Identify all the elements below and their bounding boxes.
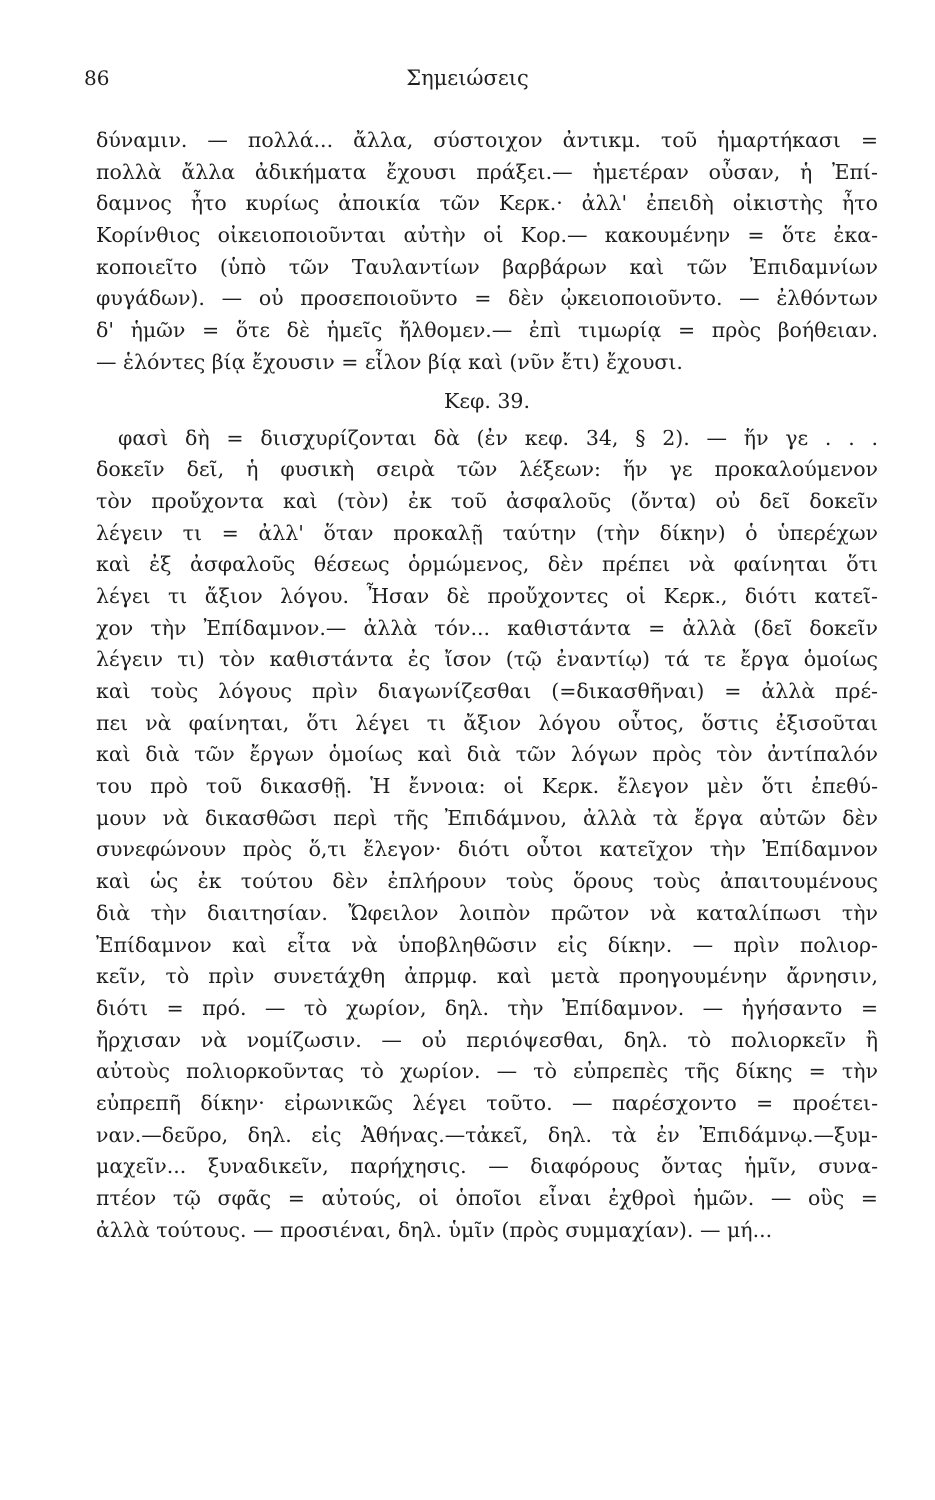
text-line: χον τὴν Ἐπίδαμνον.— ἀλλὰ τόν... καθιστάντα = ἀλλὰ (δεῖ δοκεῖν bbox=[96, 615, 878, 640]
text-line: τὸν προὔχοντα καὶ (τὸν) ἐκ τοῦ ἀσφαλοῦς (ὄντα) οὐ δεῖ δοκεῖν bbox=[96, 488, 878, 513]
text-line: — ἑλόντες βίᾳ ἔχουσιν = εἷλον βίᾳ καὶ (νῦν ἔτι) ἔχουσι. bbox=[96, 349, 683, 374]
chapter-heading: Κεφ. 39. bbox=[444, 388, 530, 413]
running-title: Σημειώσεις bbox=[406, 66, 529, 90]
text-line: κεῖν, τὸ πρὶν συνετάχθη ἀπρμφ. καὶ μετὰ προηγουμένην ἄρνησιν, bbox=[96, 964, 878, 989]
text-line: πει νὰ φαίνηται, ὅτι λέγει τι ἄξιον λόγου οὗτος, ὅστις ἐξισοῦται bbox=[96, 710, 878, 735]
text-line: διότι = πρό. — τὸ χωρίον, δηλ. τὴν Ἐπίδαμνον. — ἠγήσαντο = bbox=[96, 995, 878, 1020]
text-line: φυγάδων). — οὐ προσεποιοῦντο = δὲν ᾠκειοποιοῦντο. — ἐλθόντων bbox=[96, 286, 878, 311]
text-line: πτέον τῷ σφᾶς = αὐτούς, οἱ ὁποῖοι εἶναι ἐχθροὶ ἡμῶν. — οὓς = bbox=[96, 1186, 878, 1210]
text-line: μουν νὰ δικασθῶσι περὶ τῆς Ἐπιδάμνου, ἀλλὰ τὰ ἔργα αὐτῶν δὲν bbox=[96, 805, 878, 830]
text-line: δαμνος ἦτο κυρίως ἀποικία τῶν Κερκ.· ἀλλ' ἐπειδὴ οἰκιστὴς ἦτο bbox=[96, 191, 878, 216]
text-line: ἤρχισαν νὰ νομίζωσιν. — οὐ περιόψεσθαι, δηλ. τὸ πολιορκεῖν ἢ bbox=[96, 1027, 878, 1052]
text-line: μαχεῖν... ξυναδικεῖν, παρήχησις. — διαφόρους ὄντας ἡμῖν, συνα- bbox=[96, 1154, 878, 1179]
text-line: αὐτοὺς πολιορκοῦντας τὸ χωρίον. — τὸ εὐπρεπὲς τῆς δίκης = τὴν bbox=[96, 1059, 878, 1084]
text-line: ἀλλὰ τούτους. — προσιέναι, δηλ. ὑμῖν (πρὸς συμμαχίαν). — μή... bbox=[96, 1217, 773, 1242]
text-line: λέγειν τι) τὸν καθιστάντα ἐς ἴσον (τῷ ἐναντίῳ) τά τε ἔργα ὁμοίως bbox=[96, 647, 878, 672]
notes-section-1 bbox=[96, 125, 878, 379]
text-line: δοκεῖν δεῖ, ἡ φυσικὴ σειρὰ τῶν λέξεων: ἥν γε προκαλούμενον bbox=[96, 457, 878, 482]
text-line: δ' ἡμῶν = ὅτε δὲ ἡμεῖς ἤλθομεν.— ἐπὶ τιμωρίᾳ = πρὸς βοήθειαν. bbox=[96, 318, 878, 343]
notes-section-2 bbox=[96, 423, 878, 1247]
text-line: κοποιεῖτο (ὑπὸ τῶν Ταυλαντίων βαρβάρων καὶ τῶν Ἐπιδαμνίων bbox=[96, 254, 878, 279]
text-line: καὶ τοὺς λόγους πρὶν διαγωνίζεσθαι (=δικασθῆναι) = ἀλλὰ πρέ- bbox=[96, 679, 878, 703]
text-line: εὐπρεπῆ δίκην· εἰρωνικῶς λέγει τοῦτο. — παρέσχοντο = προέτει- bbox=[96, 1090, 878, 1115]
text-line: του πρὸ τοῦ δικασθῇ. Ἡ ἔννοια: οἱ Κερκ. ἔλεγον μὲν ὅτι ἐπεθύ- bbox=[96, 774, 878, 799]
text-line: δύναμιν. — πολλά... ἄλλα, σύστοιχον ἀντικμ. τοῦ ἡμαρτήκασι = bbox=[96, 128, 878, 152]
page-body bbox=[96, 125, 878, 1246]
text-line: καὶ ὡς ἐκ τούτου δὲν ἐπλήρουν τοὺς ὅρους τοὺς ἀπαιτουμένους bbox=[96, 869, 878, 894]
text-line: φασὶ δὴ = διισχυρίζονται δὰ (ἐν κεφ. 34, § 2). — ἥν γε . . . bbox=[118, 425, 878, 450]
page-header bbox=[84, 66, 851, 96]
text-line: διὰ τὴν διαιτησίαν. Ὤφειλον λοιπὸν πρῶτον νὰ καταλίπωσι τὴν bbox=[96, 900, 878, 925]
page-number: 86 bbox=[84, 66, 110, 90]
text-line: ναν.—δεῦρο, δηλ. εἰς Ἀθήνας.—τἀκεῖ, δηλ. τὰ ἐν Ἐπιδάμνῳ.—ξυμ- bbox=[96, 1122, 878, 1147]
text-line: πολλὰ ἄλλα ἀδικήματα ἔχουσι πράξει.— ἡμετέραν οὖσαν, ἡ Ἐπί- bbox=[96, 159, 878, 184]
text-line: καὶ διὰ τῶν ἔργων ὁμοίως καὶ διὰ τῶν λόγων πρὸς τὸν ἀντίπαλόν bbox=[96, 742, 878, 767]
text-line: Ἐπίδαμνον καὶ εἶτα νὰ ὑποβληθῶσιν εἰς δίκην. — πρὶν πολιορ- bbox=[96, 932, 878, 957]
text-line: Κορίνθιος οἰκειοποιοῦνται αὐτὴν οἱ Κορ.— κακουμένην = ὅτε ἐκα- bbox=[96, 223, 878, 248]
text-line: καὶ ἐξ ἀσφαλοῦς θέσεως ὁρμώμενος, δὲν πρέπει νὰ φαίνηται ὅτι bbox=[96, 552, 878, 577]
text-line: λέγειν τι = ἀλλ' ὅταν προκαλῇ ταύτην (τὴν δίκην) ὁ ὑπερέχων bbox=[96, 520, 878, 545]
text-line: συνεφώνουν πρὸς ὅ,τι ἔλεγον· διότι οὗτοι κατεῖχον τὴν Ἐπίδαμνον bbox=[96, 837, 878, 862]
text-line: λέγει τι ἄξιον λόγου. Ἦσαν δὲ προὔχοντες οἱ Κερκ., διότι κατεῖ- bbox=[96, 583, 878, 608]
